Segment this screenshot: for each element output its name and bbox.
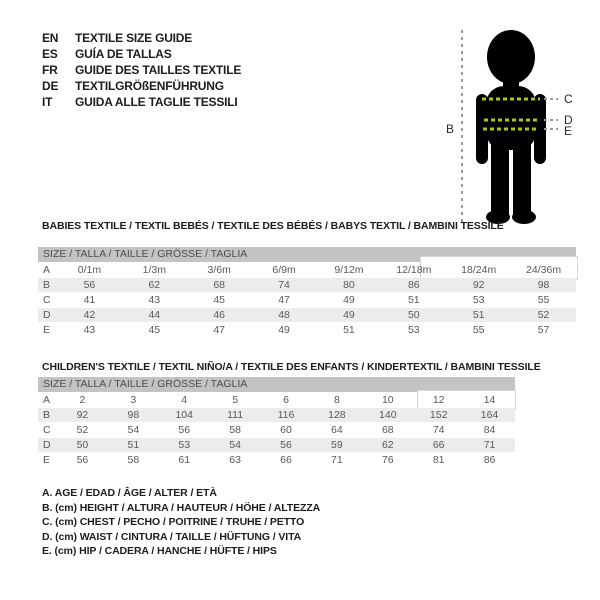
size-cell: 12/18m — [396, 264, 432, 276]
size-cell: 86 — [483, 454, 496, 466]
size-cell: 76 — [381, 454, 394, 466]
lang-title: TEXTILE SIZE GUIDE — [75, 31, 193, 45]
lang-code: FR — [42, 63, 58, 77]
size-cell: 6/9m — [272, 264, 296, 276]
size-cell: 51 — [472, 309, 485, 321]
lang-title: GUÍA DE TALLAS — [75, 47, 172, 61]
size-cell: 3 — [130, 394, 137, 406]
table-row-A — [38, 263, 576, 277]
legend-waist: D. (cm) WAIST / CINTURA / TAILLE / HÜFTUNG / VITA — [42, 530, 302, 543]
size-cell: 128 — [328, 409, 346, 421]
legend-hip: E. (cm) HIP / CADERA / HANCHE / HÜFTE / HIPS — [42, 545, 277, 557]
row-label: E — [43, 454, 51, 466]
size-cell: 140 — [379, 409, 397, 421]
hip-label: E — [564, 124, 573, 138]
size-cell: 86 — [407, 279, 420, 291]
lang-row-fr — [42, 62, 241, 78]
size-cell: 55 — [472, 324, 485, 336]
lang-code: IT — [42, 95, 53, 109]
size-cell: 14 — [483, 394, 496, 406]
size-cell: 50 — [407, 309, 420, 321]
size-cell: 54 — [127, 424, 140, 436]
size-cell: 71 — [483, 439, 496, 451]
row-label: E — [43, 324, 51, 336]
size-cell: 51 — [127, 439, 140, 451]
size-cell: 8 — [333, 394, 340, 406]
size-cell: 0/1m — [77, 264, 102, 276]
child-measurement-figure — [438, 16, 600, 234]
size-cell: 84 — [483, 424, 496, 436]
size-cell: 51 — [343, 324, 355, 336]
size-cell: 66 — [432, 439, 445, 451]
size-cell: 24/36m — [526, 264, 562, 276]
size-cell: 68 — [213, 279, 226, 291]
size-cell: 64 — [331, 424, 343, 436]
lang-row-en — [42, 30, 241, 46]
size-cell: 49 — [278, 324, 290, 336]
lang-row-it — [42, 94, 241, 110]
size-cell: 12 — [432, 394, 445, 406]
size-cell: 80 — [343, 279, 355, 291]
size-cell: 98 — [537, 279, 550, 291]
size-cell: 57 — [537, 324, 550, 336]
table-row-D — [38, 308, 576, 322]
child-silhouette — [476, 30, 546, 224]
size-cell: 3/6m — [207, 264, 231, 276]
child-silhouette-icon — [438, 16, 600, 234]
size-cell: 63 — [229, 454, 241, 466]
size-cell: 68 — [381, 424, 394, 436]
size-cell: 5 — [232, 394, 239, 406]
size-cell: 66 — [280, 454, 292, 466]
size-cell: 52 — [76, 424, 89, 436]
lang-title: GUIDE DES TAILLES TEXTILE — [75, 63, 242, 77]
size-cell: 45 — [213, 294, 226, 306]
height-label: B — [446, 122, 455, 136]
size-cell: 41 — [83, 294, 96, 306]
size-cell: 48 — [278, 309, 290, 321]
children-section-title: CHILDREN'S TEXTILE / TEXTIL NIÑO/A / TEXTILE DES ENFANTS / KINDERTEXTIL / BAMBINI TESSILE — [42, 361, 541, 373]
size-cell: 56 — [76, 454, 89, 466]
size-cell: 1/3m — [142, 264, 166, 276]
size-cell: 10 — [381, 394, 394, 406]
size-cell: 51 — [407, 294, 420, 306]
size-cell: 53 — [472, 294, 485, 306]
lang-row-es — [42, 46, 241, 62]
size-cell: 55 — [537, 294, 550, 306]
babies-section-title: BABIES TEXTILE / TEXTIL BEBÉS / TEXTILE DES BÉBÉS / BABYS TEXTIL / BAMBINI TESSILE — [42, 220, 504, 232]
size-cell: 18/24m — [461, 264, 497, 276]
table-header-bar: SIZE / TALLA / TAILLE / GRÖSSE / TAGLIA — [38, 247, 576, 262]
size-cell: 60 — [280, 424, 292, 436]
size-cell: 9/12m — [334, 264, 364, 276]
size-cell: 43 — [83, 324, 96, 336]
row-label: B — [43, 279, 51, 291]
row-label: D — [43, 439, 51, 451]
size-cell: 56 — [83, 279, 96, 291]
size-cell: 59 — [331, 439, 343, 451]
lang-code: EN — [42, 31, 59, 45]
size-cell: 47 — [213, 324, 226, 336]
lang-title: TEXTILGRÖßENFÜHRUNG — [75, 79, 224, 93]
size-cell: 56 — [178, 424, 191, 436]
size-cell: 104 — [175, 409, 193, 421]
size-cell: 53 — [178, 439, 191, 451]
waist-label: D — [564, 113, 573, 127]
lang-code: DE — [42, 79, 59, 93]
table-row-E — [38, 453, 515, 467]
size-cell: 53 — [407, 324, 420, 336]
size-cell: 45 — [148, 324, 161, 336]
table-row-E — [38, 323, 576, 337]
legend-age: A. AGE / EDAD / ÂGE / ALTER / ETÀ — [42, 487, 217, 499]
table-row-B — [38, 278, 576, 292]
size-cell: 74 — [278, 279, 290, 291]
size-cell: 92 — [76, 409, 89, 421]
table-row-D — [38, 438, 515, 452]
size-cell: 81 — [432, 454, 445, 466]
size-cell: 58 — [127, 454, 140, 466]
size-cell: 54 — [229, 439, 241, 451]
size-cell: 71 — [331, 454, 343, 466]
language-title-list — [42, 30, 241, 110]
lang-title: GUIDA ALLE TAGLIE TESSILI — [75, 95, 238, 109]
size-cell: 61 — [178, 454, 191, 466]
size-cell: 6 — [283, 394, 289, 406]
lang-row-de — [42, 78, 241, 94]
size-cell: 98 — [127, 409, 140, 421]
size-cell: 50 — [76, 439, 89, 451]
size-cell: 116 — [277, 409, 295, 421]
size-cell: 74 — [432, 424, 445, 436]
size-cell: 49 — [343, 294, 355, 306]
row-label: A — [43, 264, 51, 276]
size-cell: 152 — [429, 409, 448, 421]
size-cell: 58 — [229, 424, 241, 436]
table-row-A — [38, 393, 515, 407]
size-cell: 164 — [480, 409, 499, 421]
lang-code: ES — [42, 47, 58, 61]
size-cell: 56 — [280, 439, 292, 451]
chest-label: C — [564, 92, 573, 106]
size-cell: 2 — [79, 394, 86, 406]
table-row-C — [38, 423, 515, 437]
table-row-C — [38, 293, 576, 307]
size-cell: 52 — [537, 309, 550, 321]
row-label: C — [43, 294, 51, 306]
size-cell: 111 — [227, 409, 244, 421]
size-cell: 46 — [213, 309, 226, 321]
size-cell: 49 — [343, 309, 355, 321]
row-label: C — [43, 424, 51, 436]
measurement-legend — [42, 486, 320, 559]
row-label: D — [43, 309, 51, 321]
table-header-bar: SIZE / TALLA / TAILLE / GRÖSSE / TAGLIA — [38, 377, 515, 392]
row-label: A — [43, 394, 51, 406]
size-cell: 42 — [83, 309, 96, 321]
size-cell: 62 — [381, 439, 394, 451]
row-label: B — [43, 409, 51, 421]
table-row-B — [38, 408, 515, 422]
size-cell: 44 — [148, 309, 161, 321]
size-cell: 92 — [472, 279, 485, 291]
size-cell: 47 — [278, 294, 290, 306]
legend-height: B. (cm) HEIGHT / ALTURA / HAUTEUR / HÖHE / ALTEZZA — [42, 501, 321, 514]
size-cell: 4 — [181, 394, 188, 406]
size-cell: 62 — [148, 279, 161, 291]
size-cell: 43 — [148, 294, 161, 306]
legend-chest: C. (cm) CHEST / PECHO / POITRINE / TRUHE / PETTO — [42, 516, 305, 528]
